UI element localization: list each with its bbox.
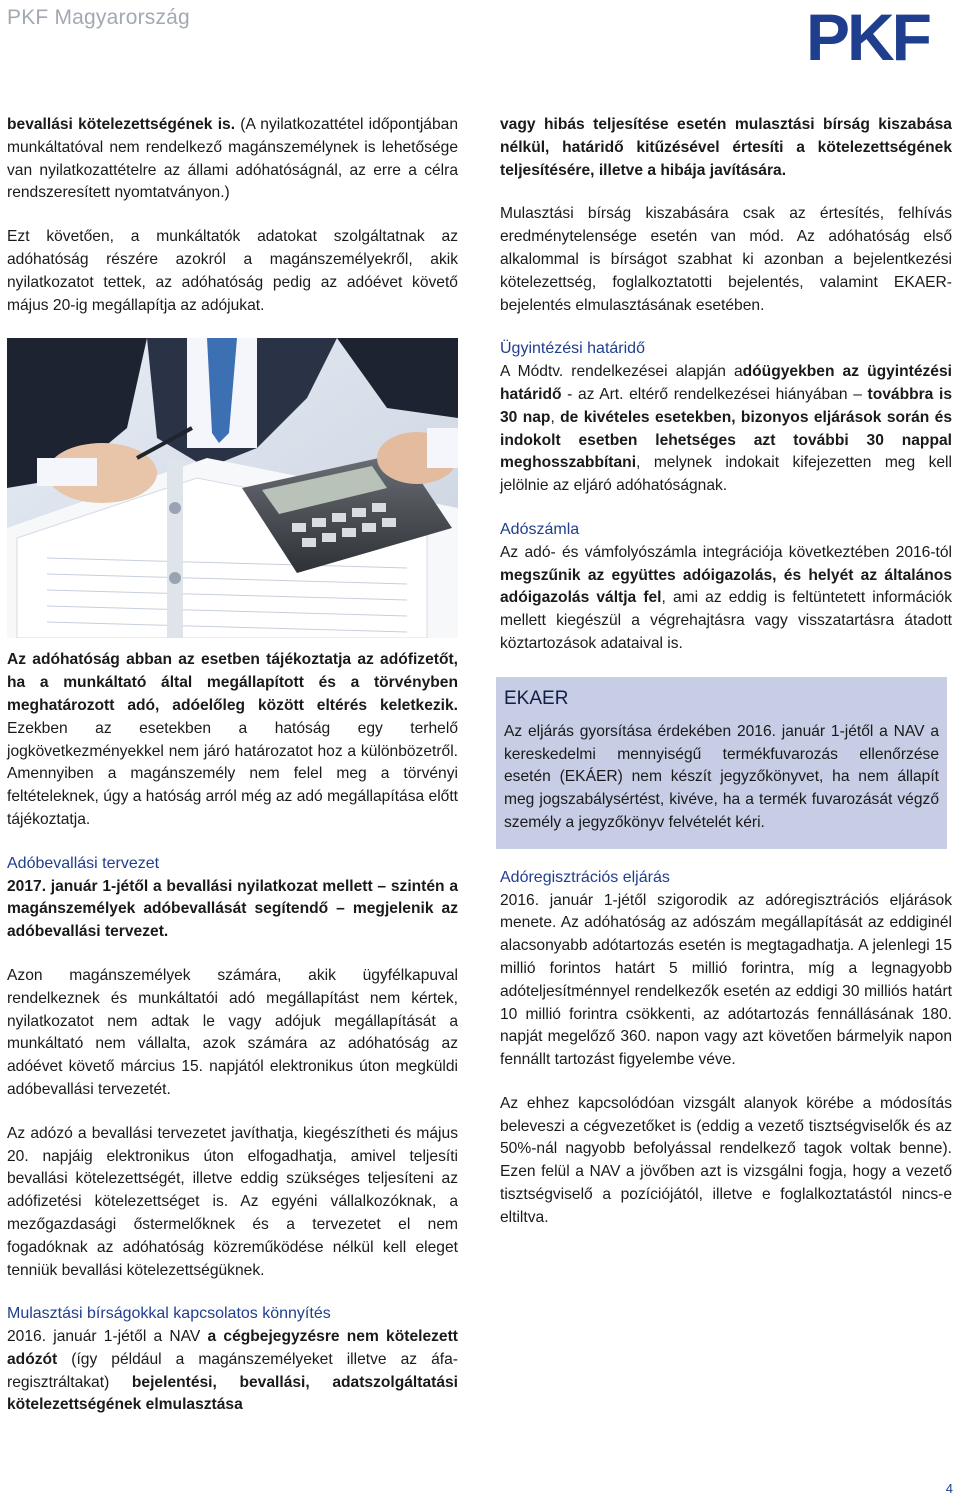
- left-paragraph-2: Ezt követően, a munkáltatók adatokat szolgáltatnak az adóhatóság részére azokról a magánszemélyekről, akik nyilatkozatot tettek, az adóhatóság pedig az adóévet követő május 20-ig megállapítja az adójukat.: [7, 228, 458, 314]
- left-paragraph-1: bevallási kötelezettségének is. (A nyilatkozattétel időpontjában munkáltatóval nem rendelkező magánszemélynek is lehetősége van nyilatkozattételre az állami adóhatóságnál, az erre a célra rendszeresített nyomtatványon.): [7, 116, 458, 202]
- left-paragraph-6: Az adózó a bevallási tervezetet javíthatja, kiegészítheti és május 20. napjáig elektronikus úton elfogadhatja, amivel teljesíti bevallási kötelezettségét, illetve eddig szükséges teljesíteni az adófizetési kötelezettséget is. Az egyéni vállalkozóknak, a mezőgazdasági őstermelőknek és a tervezetet el nem fogadóknak az adóhatóság közreműködése nélkül kell eleget tenniük bevallási kötelezettségüknek.: [7, 1124, 458, 1279]
- right-paragraph-5: 2016. január 1-jétől szigorodik az adóregisztrációs eljárások menete. Az adóhatóság az adószám megállapítását az eddiginél alacsonyabb adótartozás esetén is megtagadhatja. A jelenlegi 15 millió forintos határt 5 millió forintra, míg a legnagyobb adóteljesítménnyel rendelkezők esetén az eddigi 30 milliós határt 10 millió forintra csökkenti, az adótartozás fennállásának 180. napját megelőző 360. napon vagy azt követően bármelyik napon fennállt tartozást figyelembe véve.: [500, 891, 952, 1069]
- right-paragraph-6: Az ehhez kapcsolódóan vizsgált alanyok körébe a módosítás beleveszi a cégvezetőket is (eddig a vezető tisztségviselők és az 50%-nál nagyobb befolyással rendelkező tagok voltak benne). Ezen felül a NAV a jövőben azt is vizsgálni fogja, hogy a vezető tisztségviselő a pozíciójától, illetve e foglalkoztatástól nincs-e eltiltva.: [500, 1094, 952, 1226]
- right-paragraph-2: Mulasztási bírság kiszabására csak az értesítés, felhívás eredménytelensége esetén van mód. Az adóhatóság első alkalommal is bírságot szabhat ki azonban a bejelentkezési kötelezettség, foglalkoztatotti bejelentés, valamint EKAER-bejelentés elmulasztásának esetében.: [500, 205, 952, 314]
- right-paragraph-3: A Módtv. rendelkezései alapján adóügyekben az ügyintézési határidő - az Art. eltérő rendelkezései hiányában – továbbra is 30 nap, de kivételes esetekben, bizonyos eljárások során és indokolt esetben lehetséges azt további 30 nappal meghosszabbítani, melynek indokait kifejezetten meg kell jelölnie az eljáró adóhatóságnak.: [500, 363, 953, 495]
- ekaer-box: [496, 677, 947, 849]
- heading-adoregisztracios-eljaras: Adóregisztrációs eljárás: [500, 868, 670, 886]
- left-paragraph-4: 2017. január 1-jétől a bevallási nyilatkozat mellett – szintén a magánszemélyek adóbevallását segítendő – megjelenik az adóbevallási tervezet.: [7, 877, 458, 941]
- heading-ugyintezesi-hatarido: Ügyintézési határidő: [500, 340, 645, 358]
- ekaer-title: EKAER: [504, 687, 569, 709]
- right-paragraph-1: vagy hibás teljesítése esetén mulasztási bírság kiszabása nélkül, határidő kitűzésével értesíti a kötelezettségének teljesítésére, illetve a hibája javítására.: [500, 116, 952, 179]
- calculator-paperwork-photo: [7, 338, 458, 638]
- right-column: [500, 114, 952, 1230]
- heading-adoszamla: Adószámla: [500, 520, 580, 538]
- left-column: [7, 114, 458, 1417]
- left-paragraph-3: Az adóhatóság abban az esetben tájékoztatja az adófizetőt, ha a munkáltató által megállapított és a törvényben meghatározott adó, adóelőleg között eltérés keletkezik. Ezekben az esetekben a hatóság egy terhelő jogkövetkezményekkel nem járó határozatot hoz a különbözetről. Amennyiben a magánszemély nem felel meg a törvényi feltételeknek, úgy a hatóság arról még az adó megállapítása előtt tájékoztatja.: [7, 651, 458, 828]
- left-paragraph-5: Azon magánszemélyek számára, akik ügyfélkapuval rendelkeznek és munkáltatói adó megállapítást nem kértek, nyilatkozatot nem adtak le vagy adójuk megállapítását a munkáltató nem vállalta, azok számára az adóhatóság az adóévet követő március 15. napjától elektronikus úton megküldi adóbevallási tervezetét.: [7, 966, 458, 1098]
- heading-adobevallasi-tervezet: Adóbevallási tervezet: [7, 854, 160, 872]
- logo-text: PKF: [806, 2, 929, 68]
- heading-mulasztasi-birsag: Mulasztási bírságokkal kapcsolatos könnyítés: [7, 1305, 331, 1323]
- page-number: 4: [945, 1481, 953, 1496]
- left-paragraph-7: 2016. január 1-jétől a NAV a cégbejegyzésre nem kötelezett adózót (így például a magánszemélyeket illetve az áfa-regisztráltakat) bejelentési, bevallási, adatszolgáltatási kötelezettségének elmulasztása: [7, 1328, 458, 1414]
- pkf-logo: [806, 2, 952, 68]
- ekaer-text: Az eljárás gyorsítása érdekében 2016. január 1-jétől a NAV a kereskedelmi mennyiségű termékfuvarozás ellenőrzése esetén (EKÁER) nem készít jegyzőkönyvet, ha nem állapít meg jogszabálysértést, kivéve, ha a termék fuvarozását végző személy a jegyzőkönyv felvételét kéri.: [504, 722, 939, 831]
- right-paragraph-4: Az adó- és vámfolyószámla integrációja következtében 2016-tól megszűnik az együttes adóigazolás, és helyét az általános adóigazolás váltja fel, ami az eddig is feltüntetett információk mellett kiegészül a végrehajtásra vagy visszatartásra átadott köztartozások adataival is.: [500, 543, 953, 652]
- header-title: PKF Magyarország: [7, 6, 190, 29]
